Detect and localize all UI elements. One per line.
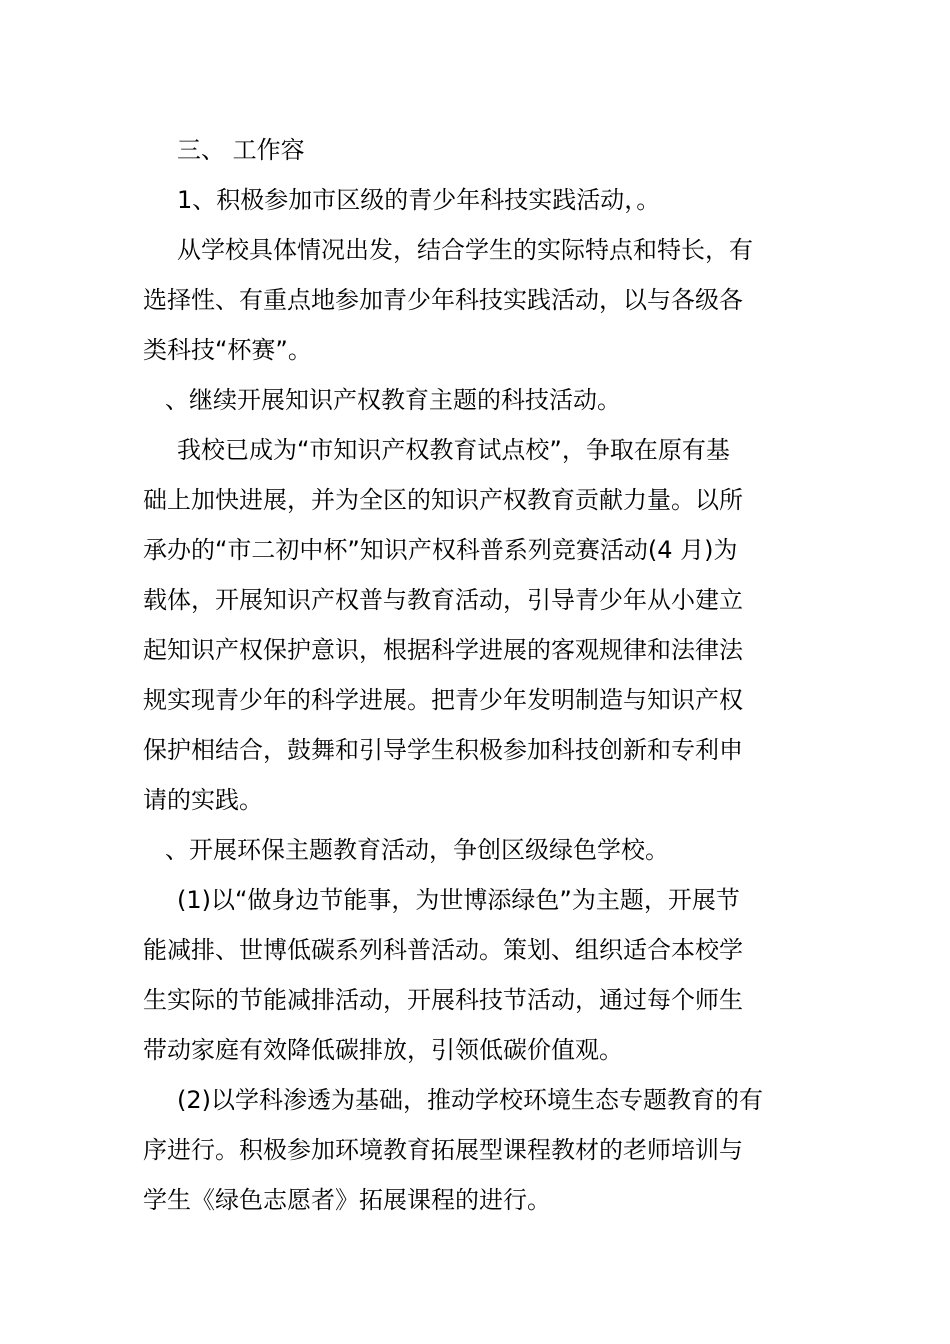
text-line: 础上加快进展，并为全区的知识产权教育贡献力量。以所 bbox=[143, 486, 743, 514]
text-line: 1、积极参加市区级的青少年科技实践活动，。 bbox=[177, 186, 661, 214]
text-line: 、继续开展知识产权教育主题的科技活动。 bbox=[165, 386, 621, 414]
text-line: 载体，开展知识产权普与教育活动，引导青少年从小建立 bbox=[143, 586, 743, 614]
text-line: 选择性、有重点地参加青少年科技实践活动，以与各级各 bbox=[143, 286, 743, 314]
text-line: 请的实践。 bbox=[143, 786, 263, 814]
text-line: 保护相结合，鼓舞和引导学生积极参加科技创新和专利申 bbox=[143, 736, 743, 764]
text-line: 从学校具体情况出发，结合学生的实际特点和特长，有 bbox=[177, 236, 753, 264]
text-line: 承办的“市二初中杯”知识产权科普系列竞赛活动(4 月)为 bbox=[143, 536, 738, 564]
text-line: 生实际的节能减排活动，开展科技节活动，通过每个师生 bbox=[143, 986, 743, 1014]
text-line: 学生《绿色志愿者》拓展课程的进行。 bbox=[143, 1186, 551, 1214]
text-line: (2)以学科渗透为基础，推动学校环境生态专题教育的有 bbox=[177, 1086, 763, 1114]
text-line: 类科技“杯赛”。 bbox=[143, 336, 312, 364]
text-line: 我校已成为“市知识产权教育试点校”，争取在原有基 bbox=[177, 436, 730, 464]
text-line: 起知识产权保护意识，根据科学进展的客观规律和法律法 bbox=[143, 636, 743, 664]
text-line: 能减排、世博低碳系列科普活动。策划、组织适合本校学 bbox=[143, 936, 743, 964]
section-heading: 三、 工作容 bbox=[177, 136, 305, 164]
text-line: 规实现青少年的科学进展。把青少年发明制造与知识产权 bbox=[143, 686, 743, 714]
text-line: (1)以“做身边节能事，为世博添绿色”为主题，开展节 bbox=[177, 886, 740, 914]
text-line: 序进行。积极参加环境教育拓展型课程教材的老师培训与 bbox=[143, 1136, 743, 1164]
text-line: 带动家庭有效降低碳排放，引领低碳价值观。 bbox=[143, 1036, 623, 1064]
text-line: 、开展环保主题教育活动，争创区级绿色学校。 bbox=[165, 836, 669, 864]
